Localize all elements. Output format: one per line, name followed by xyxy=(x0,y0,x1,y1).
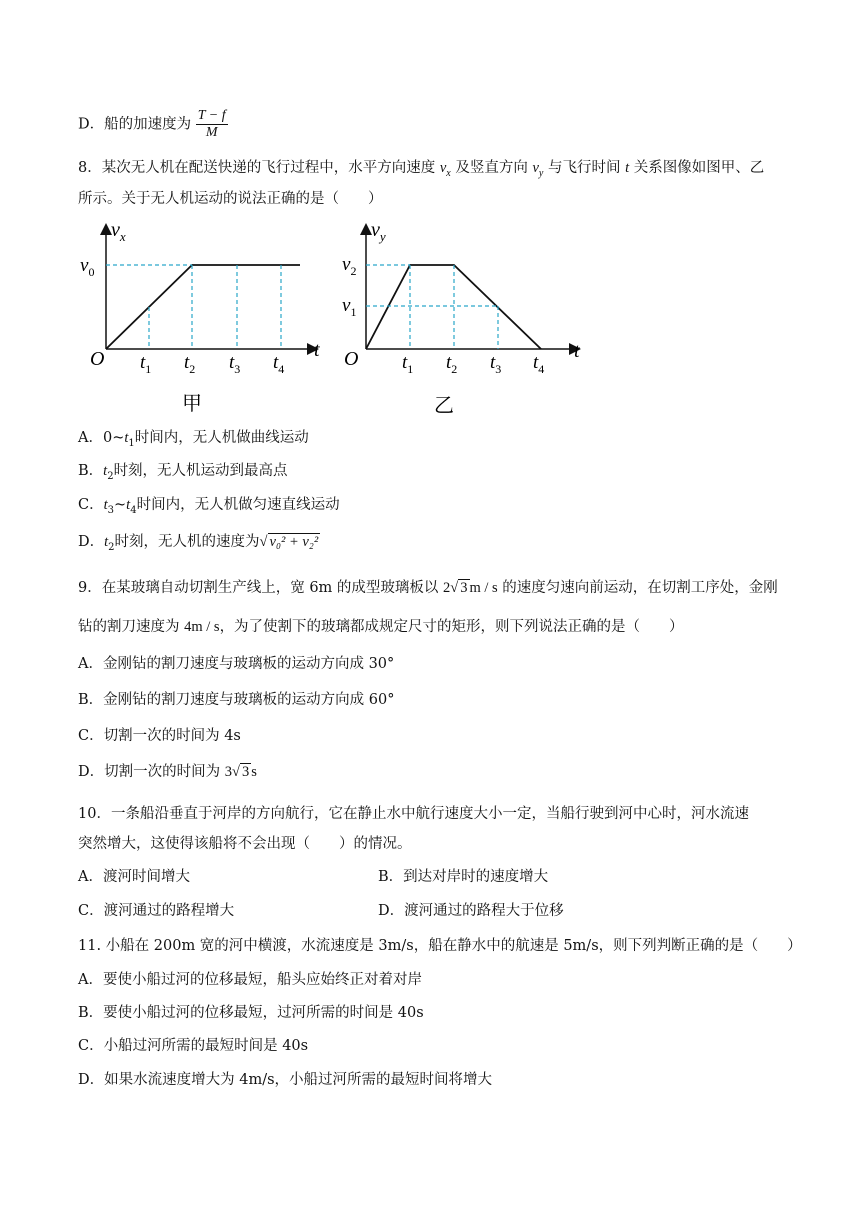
jia-caption: 甲 xyxy=(182,393,202,415)
yi-t1-label: $t_1$ xyxy=(402,352,414,376)
jia-t1-label: $t_1$ xyxy=(140,352,152,376)
yi-caption: 乙 xyxy=(434,395,454,417)
jia-yaxis-label: $v_x$ xyxy=(111,219,126,244)
yi-origin-label: O xyxy=(344,348,359,370)
q11-option-d: D．如果水流速度增大为 4m/s，小船过河所需的最短时间将增大 xyxy=(78,1072,493,1088)
q11-option-a: A．要使小船过河的位移最短，船头应始终正对着对岸 xyxy=(78,972,422,988)
q8-option-c: C．$t_3\sim t_4$时间内，无人机做匀速直线运动 xyxy=(78,497,340,516)
jia-t3-label: $t_3$ xyxy=(229,352,241,376)
graph-jia xyxy=(78,218,338,418)
q8-stem-line2: 所示。关于无人机运动的说法正确的是（ ） xyxy=(78,191,383,207)
jia-t4-label: $t_4$ xyxy=(273,352,285,376)
yi-v1-label: $v_1$ xyxy=(342,295,357,319)
jia-v0-label: $v_0$ xyxy=(80,255,95,279)
yi-v2-label: $v_2$ xyxy=(342,254,357,278)
q9-speed-value: 2√ 3 m / s xyxy=(443,580,498,596)
q9-option-a: A．金刚钻的割刀速度与玻璃板的运动方向成 30° xyxy=(78,656,395,672)
jia-vx-curve xyxy=(106,265,300,349)
graph-yi xyxy=(338,218,598,418)
yi-yaxis-label: $v_y$ xyxy=(371,219,386,244)
q9-option-c: C．切割一次的时间为 4s xyxy=(78,728,241,744)
yi-t3-label: $t_3$ xyxy=(490,352,502,376)
q9-stem-line2: 钻的割刀速度为 4m / s，为了使割下的玻璃都成规定尺寸的矩形，则下列说法正确的是（ ） xyxy=(78,619,684,635)
q10-option-d: D．渡河通过的路程大于位移 xyxy=(378,903,564,919)
jia-t-label: t xyxy=(314,339,320,361)
q9-option-d: D．切割一次的时间为 3√ 3 s xyxy=(78,764,257,780)
q8-option-d: D．$t_2$时刻，无人机的速度为√ v₀² + v₂² xyxy=(78,534,319,553)
yi-t2-label: $t_2$ xyxy=(446,352,458,376)
q8-stem-line1: 8．某次无人机在配送快递的飞行过程中，水平方向速度 $v_x$ 及竖直方向 $v_y$ 与飞行时间 t 关系图像如图甲、乙 xyxy=(78,160,765,179)
acceleration-fraction: $\frac{T - f}{M}$ xyxy=(197,108,226,140)
q8-option-b: B．$t_2$时刻，无人机运动到最高点 xyxy=(78,463,288,482)
q11-option-b: B．要使小船过河的位移最短，过河所需的时间是 40s xyxy=(78,1005,424,1021)
q10-stem-line2: 突然增大，这使得该船将不会出现（ ）的情况。 xyxy=(78,836,412,852)
q10-stem-line1: 10．一条船沿垂直于河岸的方向航行，它在静止水中航行速度大小一定，当船行驶到河中心时，河水流速 xyxy=(78,806,749,822)
q7-option-d: D．船的加速度为 $\frac{T - f}{M}$ xyxy=(78,108,226,140)
q11-option-c: C．小船过河所需的最短时间是 40s xyxy=(78,1038,309,1054)
yi-t-label: t xyxy=(574,340,580,362)
q11-stem: 11. 小船在 200m 宽的河中横渡，水流速度是 3m/s，船在静水中的航速是 5m/s，则下列判断正确的是（ ） xyxy=(78,938,802,954)
q9-option-b: B．金刚钻的割刀速度与玻璃板的运动方向成 60° xyxy=(78,692,395,708)
q9-stem-line1: 9．在某玻璃自动切割生产线上，宽 6m 的成型玻璃板以 2√ 3 m / s 的速度匀速向前运动，在切割工序处，金刚 xyxy=(78,580,778,596)
q10-option-c: C．渡河通过的路程增大 xyxy=(78,903,235,919)
q10-option-b: B．到达对岸时的速度增大 xyxy=(378,869,549,885)
jia-origin-label: O xyxy=(90,348,105,370)
yi-t4-label: $t_4$ xyxy=(533,352,545,376)
speed-sqrt-expression: √ v₀² + v₂² xyxy=(259,534,319,550)
jia-t2-label: $t_2$ xyxy=(184,352,196,376)
q10-option-a: A．渡河时间增大 xyxy=(78,869,190,885)
q8-option-a: A．$0\sim t_1$时间内，无人机做曲线运动 xyxy=(78,430,309,449)
q9-time-value: 3√ 3 s xyxy=(224,764,257,780)
